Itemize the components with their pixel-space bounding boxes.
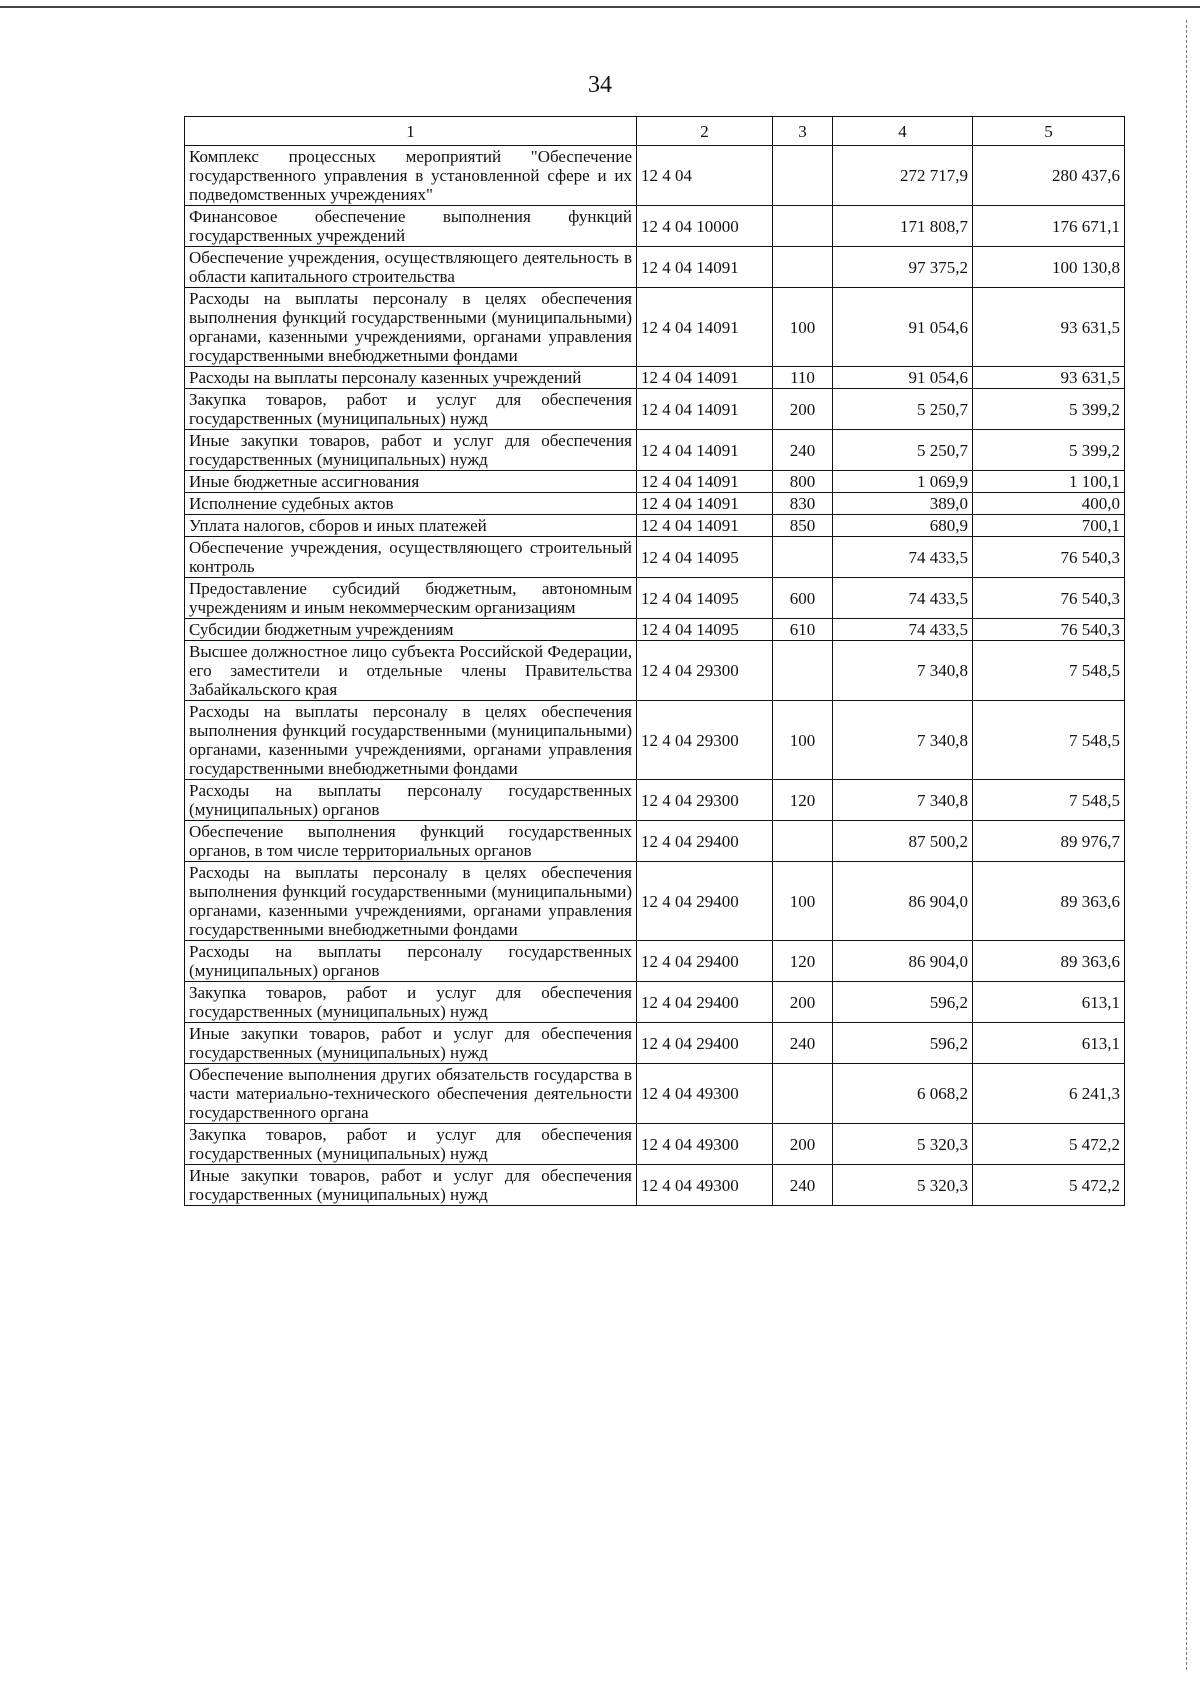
header-col-5: 5 xyxy=(973,117,1125,146)
row-description: Предоставление субсидий бюджетным, автономным учреждениям и иным некоммерческим организациям xyxy=(185,578,637,619)
row-description: Расходы на выплаты персоналу в целях обеспечения выполнения функций государственными (муниципальными) органами, казенными учреждениями, органами управления государственными внебюджетными фондами xyxy=(185,862,637,941)
table-row xyxy=(185,430,1125,471)
row-target-code: 12 4 04 14091 xyxy=(637,288,773,367)
row-target-code: 12 4 04 14091 xyxy=(637,471,773,493)
row-expense-type: 100 xyxy=(773,288,833,367)
table-row xyxy=(185,1023,1125,1064)
row-amount-year-1: 7 340,8 xyxy=(833,701,973,780)
row-amount-year-2: 93 631,5 xyxy=(973,288,1125,367)
row-amount-year-2: 89 976,7 xyxy=(973,821,1125,862)
row-description: Высшее должностное лицо субъекта Российской Федерации, его заместители и отдельные члены Правительства Забайкальского края xyxy=(185,641,637,701)
row-amount-year-1: 680,9 xyxy=(833,515,973,537)
row-amount-year-2: 280 437,6 xyxy=(973,146,1125,206)
row-description: Расходы на выплаты персоналу государственных (муниципальных) органов xyxy=(185,941,637,982)
row-expense-type: 610 xyxy=(773,619,833,641)
row-target-code: 12 4 04 14091 xyxy=(637,515,773,537)
row-expense-type: 240 xyxy=(773,1023,833,1064)
row-target-code: 12 4 04 14095 xyxy=(637,537,773,578)
table-row xyxy=(185,1124,1125,1165)
table-row xyxy=(185,247,1125,288)
row-amount-year-2: 93 631,5 xyxy=(973,367,1125,389)
row-expense-type: 100 xyxy=(773,701,833,780)
row-expense-type xyxy=(773,247,833,288)
row-amount-year-1: 74 433,5 xyxy=(833,619,973,641)
row-amount-year-2: 6 241,3 xyxy=(973,1064,1125,1124)
row-expense-type: 200 xyxy=(773,1124,833,1165)
row-target-code: 12 4 04 29400 xyxy=(637,982,773,1023)
row-amount-year-1: 5 250,7 xyxy=(833,430,973,471)
row-amount-year-2: 5 472,2 xyxy=(973,1165,1125,1206)
row-amount-year-1: 389,0 xyxy=(833,493,973,515)
table-row xyxy=(185,367,1125,389)
header-col-3: 3 xyxy=(773,117,833,146)
row-target-code: 12 4 04 29300 xyxy=(637,641,773,701)
row-description: Исполнение судебных актов xyxy=(185,493,637,515)
row-amount-year-2: 5 399,2 xyxy=(973,389,1125,430)
row-target-code: 12 4 04 14091 xyxy=(637,367,773,389)
row-amount-year-2: 613,1 xyxy=(973,982,1125,1023)
row-amount-year-2: 400,0 xyxy=(973,493,1125,515)
row-target-code: 12 4 04 14091 xyxy=(637,247,773,288)
row-amount-year-2: 100 130,8 xyxy=(973,247,1125,288)
row-expense-type: 800 xyxy=(773,471,833,493)
row-amount-year-2: 76 540,3 xyxy=(973,537,1125,578)
budget-table xyxy=(184,116,1125,1206)
table-row xyxy=(185,862,1125,941)
row-amount-year-2: 613,1 xyxy=(973,1023,1125,1064)
row-expense-type: 100 xyxy=(773,862,833,941)
row-expense-type: 110 xyxy=(773,367,833,389)
row-amount-year-1: 91 054,6 xyxy=(833,367,973,389)
row-amount-year-1: 87 500,2 xyxy=(833,821,973,862)
row-amount-year-2: 176 671,1 xyxy=(973,206,1125,247)
header-col-2: 2 xyxy=(637,117,773,146)
row-amount-year-2: 7 548,5 xyxy=(973,641,1125,701)
row-description: Расходы на выплаты персоналу в целях обеспечения выполнения функций государственными (муниципальными) органами, казенными учреждениями, органами управления государственными внебюджетными фондами xyxy=(185,701,637,780)
row-amount-year-1: 272 717,9 xyxy=(833,146,973,206)
row-description: Обеспечение выполнения других обязательств государства в части материально-технического обеспечения деятельности государственного органа xyxy=(185,1064,637,1124)
row-amount-year-1: 74 433,5 xyxy=(833,578,973,619)
row-description: Комплекс процессных мероприятий "Обеспечение государственного управления в установленной сфере и их подведомственных учреждениях" xyxy=(185,146,637,206)
row-amount-year-2: 7 548,5 xyxy=(973,701,1125,780)
row-target-code: 12 4 04 29300 xyxy=(637,780,773,821)
table-row xyxy=(185,780,1125,821)
row-target-code: 12 4 04 14095 xyxy=(637,619,773,641)
table-row xyxy=(185,206,1125,247)
row-target-code: 12 4 04 14091 xyxy=(637,430,773,471)
row-description: Уплата налогов, сборов и иных платежей xyxy=(185,515,637,537)
row-description: Закупка товаров, работ и услуг для обеспечения государственных (муниципальных) нужд xyxy=(185,1124,637,1165)
row-expense-type xyxy=(773,821,833,862)
row-amount-year-1: 7 340,8 xyxy=(833,641,973,701)
row-amount-year-1: 91 054,6 xyxy=(833,288,973,367)
table-row xyxy=(185,578,1125,619)
row-description: Обеспечение учреждения, осуществляющего строительный контроль xyxy=(185,537,637,578)
row-expense-type: 120 xyxy=(773,941,833,982)
table-row xyxy=(185,471,1125,493)
row-amount-year-2: 5 399,2 xyxy=(973,430,1125,471)
table-row xyxy=(185,288,1125,367)
table-row xyxy=(185,641,1125,701)
row-amount-year-2: 1 100,1 xyxy=(973,471,1125,493)
scan-border-top xyxy=(0,6,1200,8)
row-description: Обеспечение выполнения функций государственных органов, в том числе территориальных органов xyxy=(185,821,637,862)
row-expense-type: 240 xyxy=(773,430,833,471)
row-amount-year-1: 5 250,7 xyxy=(833,389,973,430)
table-row xyxy=(185,146,1125,206)
row-amount-year-2: 89 363,6 xyxy=(973,941,1125,982)
row-description: Расходы на выплаты персоналу казенных учреждений xyxy=(185,367,637,389)
row-target-code: 12 4 04 49300 xyxy=(637,1064,773,1124)
row-description: Иные бюджетные ассигнования xyxy=(185,471,637,493)
row-expense-type: 200 xyxy=(773,982,833,1023)
table-row xyxy=(185,701,1125,780)
table-row xyxy=(185,389,1125,430)
row-expense-type: 120 xyxy=(773,780,833,821)
row-target-code: 12 4 04 14091 xyxy=(637,389,773,430)
table-header-row xyxy=(185,117,1125,146)
table-row xyxy=(185,515,1125,537)
row-amount-year-1: 596,2 xyxy=(833,1023,973,1064)
row-amount-year-2: 700,1 xyxy=(973,515,1125,537)
row-expense-type: 600 xyxy=(773,578,833,619)
row-target-code: 12 4 04 29400 xyxy=(637,821,773,862)
row-target-code: 12 4 04 29400 xyxy=(637,1023,773,1064)
row-expense-type xyxy=(773,146,833,206)
row-amount-year-2: 7 548,5 xyxy=(973,780,1125,821)
row-amount-year-1: 86 904,0 xyxy=(833,862,973,941)
row-target-code: 12 4 04 49300 xyxy=(637,1124,773,1165)
row-amount-year-2: 89 363,6 xyxy=(973,862,1125,941)
row-amount-year-1: 74 433,5 xyxy=(833,537,973,578)
row-expense-type: 200 xyxy=(773,389,833,430)
row-target-code: 12 4 04 xyxy=(637,146,773,206)
row-target-code: 12 4 04 14091 xyxy=(637,493,773,515)
row-amount-year-2: 5 472,2 xyxy=(973,1124,1125,1165)
row-target-code: 12 4 04 14095 xyxy=(637,578,773,619)
page-number: 34 xyxy=(588,72,612,98)
row-amount-year-1: 1 069,9 xyxy=(833,471,973,493)
row-description: Иные закупки товаров, работ и услуг для обеспечения государственных (муниципальных) нужд xyxy=(185,430,637,471)
row-description: Расходы на выплаты персоналу в целях обеспечения выполнения функций государственными (муниципальными) органами, казенными учреждениями, органами управления государственными внебюджетными фондами xyxy=(185,288,637,367)
row-expense-type xyxy=(773,1064,833,1124)
row-amount-year-1: 86 904,0 xyxy=(833,941,973,982)
table-row xyxy=(185,1165,1125,1206)
row-description: Финансовое обеспечение выполнения функций государственных учреждений xyxy=(185,206,637,247)
row-expense-type xyxy=(773,206,833,247)
row-expense-type xyxy=(773,537,833,578)
row-description: Закупка товаров, работ и услуг для обеспечения государственных (муниципальных) нужд xyxy=(185,982,637,1023)
table-row xyxy=(185,821,1125,862)
row-amount-year-1: 6 068,2 xyxy=(833,1064,973,1124)
table-row xyxy=(185,619,1125,641)
row-expense-type: 240 xyxy=(773,1165,833,1206)
header-col-4: 4 xyxy=(833,117,973,146)
row-amount-year-1: 5 320,3 xyxy=(833,1124,973,1165)
row-target-code: 12 4 04 29400 xyxy=(637,862,773,941)
table-row xyxy=(185,1064,1125,1124)
row-amount-year-1: 171 808,7 xyxy=(833,206,973,247)
row-description: Расходы на выплаты персоналу государственных (муниципальных) органов xyxy=(185,780,637,821)
row-amount-year-1: 97 375,2 xyxy=(833,247,973,288)
row-description: Обеспечение учреждения, осуществляющего деятельность в области капитального строительства xyxy=(185,247,637,288)
row-expense-type: 850 xyxy=(773,515,833,537)
table-row xyxy=(185,493,1125,515)
row-target-code: 12 4 04 49300 xyxy=(637,1165,773,1206)
table-row xyxy=(185,941,1125,982)
row-target-code: 12 4 04 29300 xyxy=(637,701,773,780)
row-amount-year-1: 5 320,3 xyxy=(833,1165,973,1206)
table-body xyxy=(185,146,1125,1206)
table-row xyxy=(185,982,1125,1023)
row-description: Иные закупки товаров, работ и услуг для обеспечения государственных (муниципальных) нужд xyxy=(185,1023,637,1064)
row-expense-type: 830 xyxy=(773,493,833,515)
scan-border-right xyxy=(1186,20,1187,1670)
row-amount-year-1: 596,2 xyxy=(833,982,973,1023)
row-description: Субсидии бюджетным учреждениям xyxy=(185,619,637,641)
row-target-code: 12 4 04 10000 xyxy=(637,206,773,247)
row-amount-year-2: 76 540,3 xyxy=(973,578,1125,619)
row-amount-year-1: 7 340,8 xyxy=(833,780,973,821)
row-description: Иные закупки товаров, работ и услуг для обеспечения государственных (муниципальных) нужд xyxy=(185,1165,637,1206)
header-col-1: 1 xyxy=(185,117,637,146)
row-target-code: 12 4 04 29400 xyxy=(637,941,773,982)
row-description: Закупка товаров, работ и услуг для обеспечения государственных (муниципальных) нужд xyxy=(185,389,637,430)
row-amount-year-2: 76 540,3 xyxy=(973,619,1125,641)
row-expense-type xyxy=(773,641,833,701)
table-row xyxy=(185,537,1125,578)
